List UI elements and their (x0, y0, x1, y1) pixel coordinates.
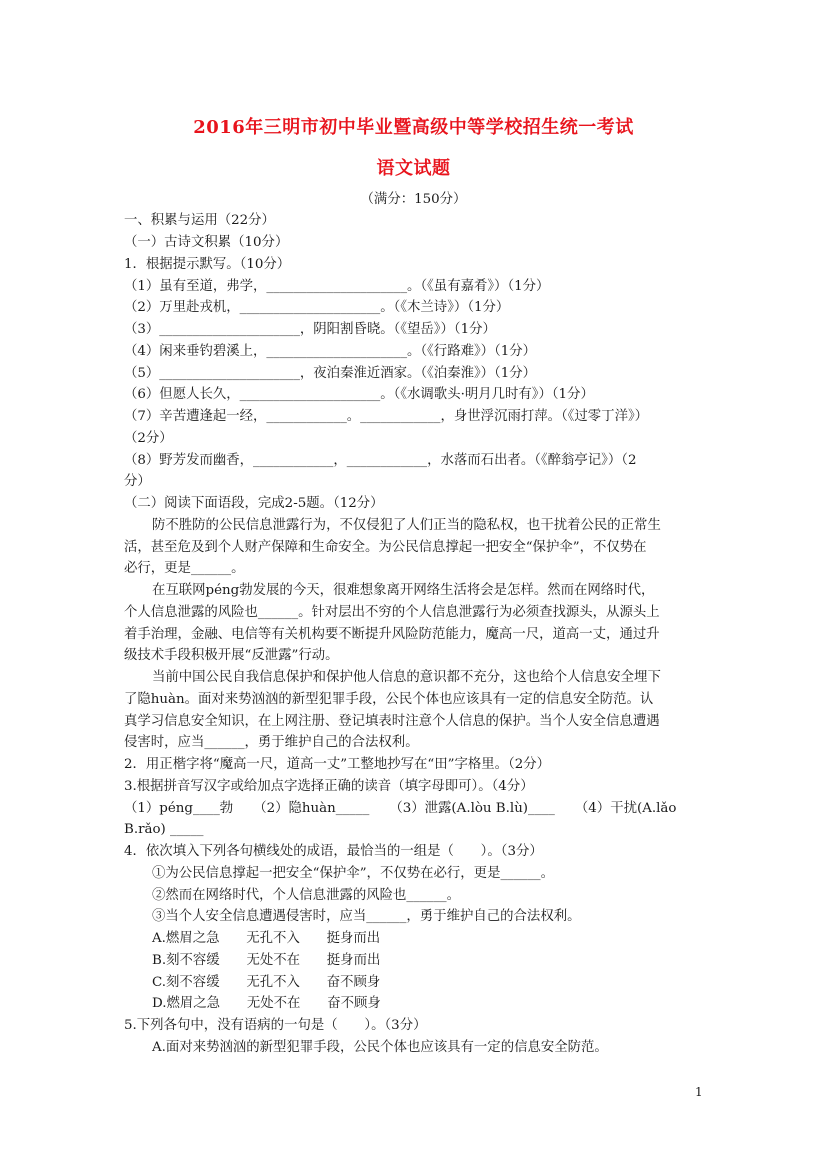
subsection-heading: （一）古诗文积累（10分） (124, 235, 289, 250)
question-4-sentence: ③当个人安全信息遭遇侵害时，应当______，勇于维护自己的合法权利。 (152, 909, 581, 924)
passage-line: 级技术手段积极开展“反泄露”行动。 (124, 648, 339, 663)
passage-line: 防不胜防的公民信息泄露行为，不仅侵犯了人们正当的隐私权，也干扰着公民的正常生 (152, 518, 661, 533)
page-number: 1 (695, 1085, 703, 1099)
question-4: 4．依次填入下列各句横线处的成语，最恰当的一组是（ ）。（3分） (124, 844, 543, 859)
question-3-items: （1）péng____勃 （2）隐huàn_____ （3）泄露(A.lòu B.lù)____ （4）干扰(A.lǎo (124, 801, 677, 816)
blank-line: （7）辛苦遭逢起一经，____________。____________，身世浮沉雨打萍。（《过零丁洋》） (124, 409, 649, 424)
text-line: （2分） (124, 431, 173, 446)
exam-subtitle: 语文试题 (376, 158, 451, 179)
full-score: （满分：150分） (360, 192, 467, 207)
option-a: A.面对来势汹汹的新型犯罪手段，公民个体也应该具有一定的信息安全防范。 (152, 1040, 608, 1055)
passage-line: 当前中国公民自我信息保护和保护他人信息的意识都不充分，这也给个人信息安全埋下 (152, 670, 661, 685)
blank-line: （6）但愿人长久，_____________________。（《水调歌头·明月几时有》）（1分） (124, 387, 594, 402)
passage-line: 必行，更是______。 (124, 561, 245, 576)
section-heading: 一、积累与运用（22分） (124, 213, 275, 228)
blank-line: （1）虽有至道，弗学，_____________________。（《虽有嘉肴》）（1分） (124, 279, 550, 294)
question-4-sentence: ②然而在网络时代，个人信息泄露的风险也______。 (152, 888, 460, 903)
option-a: A.燃眉之急 无孔不入 挺身而出 (152, 931, 381, 946)
passage-line: 活，甚至危及到个人财产保障和生命安全。为公民信息撑起一把安全“保护伞”，不仅势在 (124, 540, 647, 555)
question-2: 2．用正楷字将“魔高一尺，道高一丈”工整地抄写在“田”字格里。（2分） (124, 757, 551, 772)
passage-line: 真学习信息安全知识，在上网注册、登记填表时注意个人信息的保护。当个人安全信息遭遇 (124, 714, 660, 729)
blank-line: （8）野芳发而幽香，____________，____________，水落而石出者。（《醉翁亭记》）（2 (124, 453, 637, 468)
exam-title: 2016年三明市初中毕业暨高级中等学校招生统一考试 (193, 117, 634, 138)
blank-line: （4）闲来垂钓碧溪上，_____________________。（《行路难》）（1分） (124, 344, 537, 359)
question-1: 1．根据提示默写。（10分） (124, 257, 291, 272)
option-b: B.刻不容缓 无处不在 挺身而出 (152, 953, 381, 968)
blank-line: （3）_____________________，阴阳割昏晓。（《望岳》）（1分） (124, 322, 496, 337)
passage-line: 个人信息泄露的风险也______。针对层出不穷的个人信息泄露行为必须查找源头，从源头上 (124, 605, 660, 620)
passage-line: 了隐huàn。面对来势汹汹的新型犯罪手段，公民个体也应该具有一定的信息安全防范。认 (124, 692, 654, 707)
passage-line: 在互联网péng勃发展的今天，很难想象离开网络生活将会是怎样。然而在网络时代， (152, 583, 655, 598)
option-c: C.刻不容缓 无孔不入 奋不顾身 (152, 975, 381, 990)
question-5: 5.下列各句中，没有语病的一句是（ ）。（3分） (124, 1018, 427, 1033)
subsection-heading: （二）阅读下面语段，完成2-5题。（12分） (124, 496, 384, 511)
text-line: 分） (124, 474, 151, 489)
question-3-items: B.rǎo) _____ (124, 822, 204, 837)
question-3: 3.根据拼音写汉字或给加点字选择正确的读音（填字母即可）。（4分） (124, 779, 534, 794)
question-4-sentence: ①为公民信息撑起一把安全“保护伞”，不仅势在必行，更是______。 (152, 866, 555, 881)
option-d: D.燃眉之急 无处不在 奋不顾身 (152, 996, 381, 1011)
blank-line: （2）万里赴戎机，_____________________。（《木兰诗》）（1分） (124, 300, 510, 315)
blank-line: （5）_____________________，夜泊秦淮近酒家。（《泊秦淮》）（1分） (124, 366, 537, 381)
passage-line: 侵害时，应当______，勇于维护自己的合法权利。 (124, 735, 419, 750)
passage-line: 着手治理，金融、电信等有关机构要不断提升风险防范能力，魔高一尺，道高一丈，通过升 (124, 627, 660, 642)
